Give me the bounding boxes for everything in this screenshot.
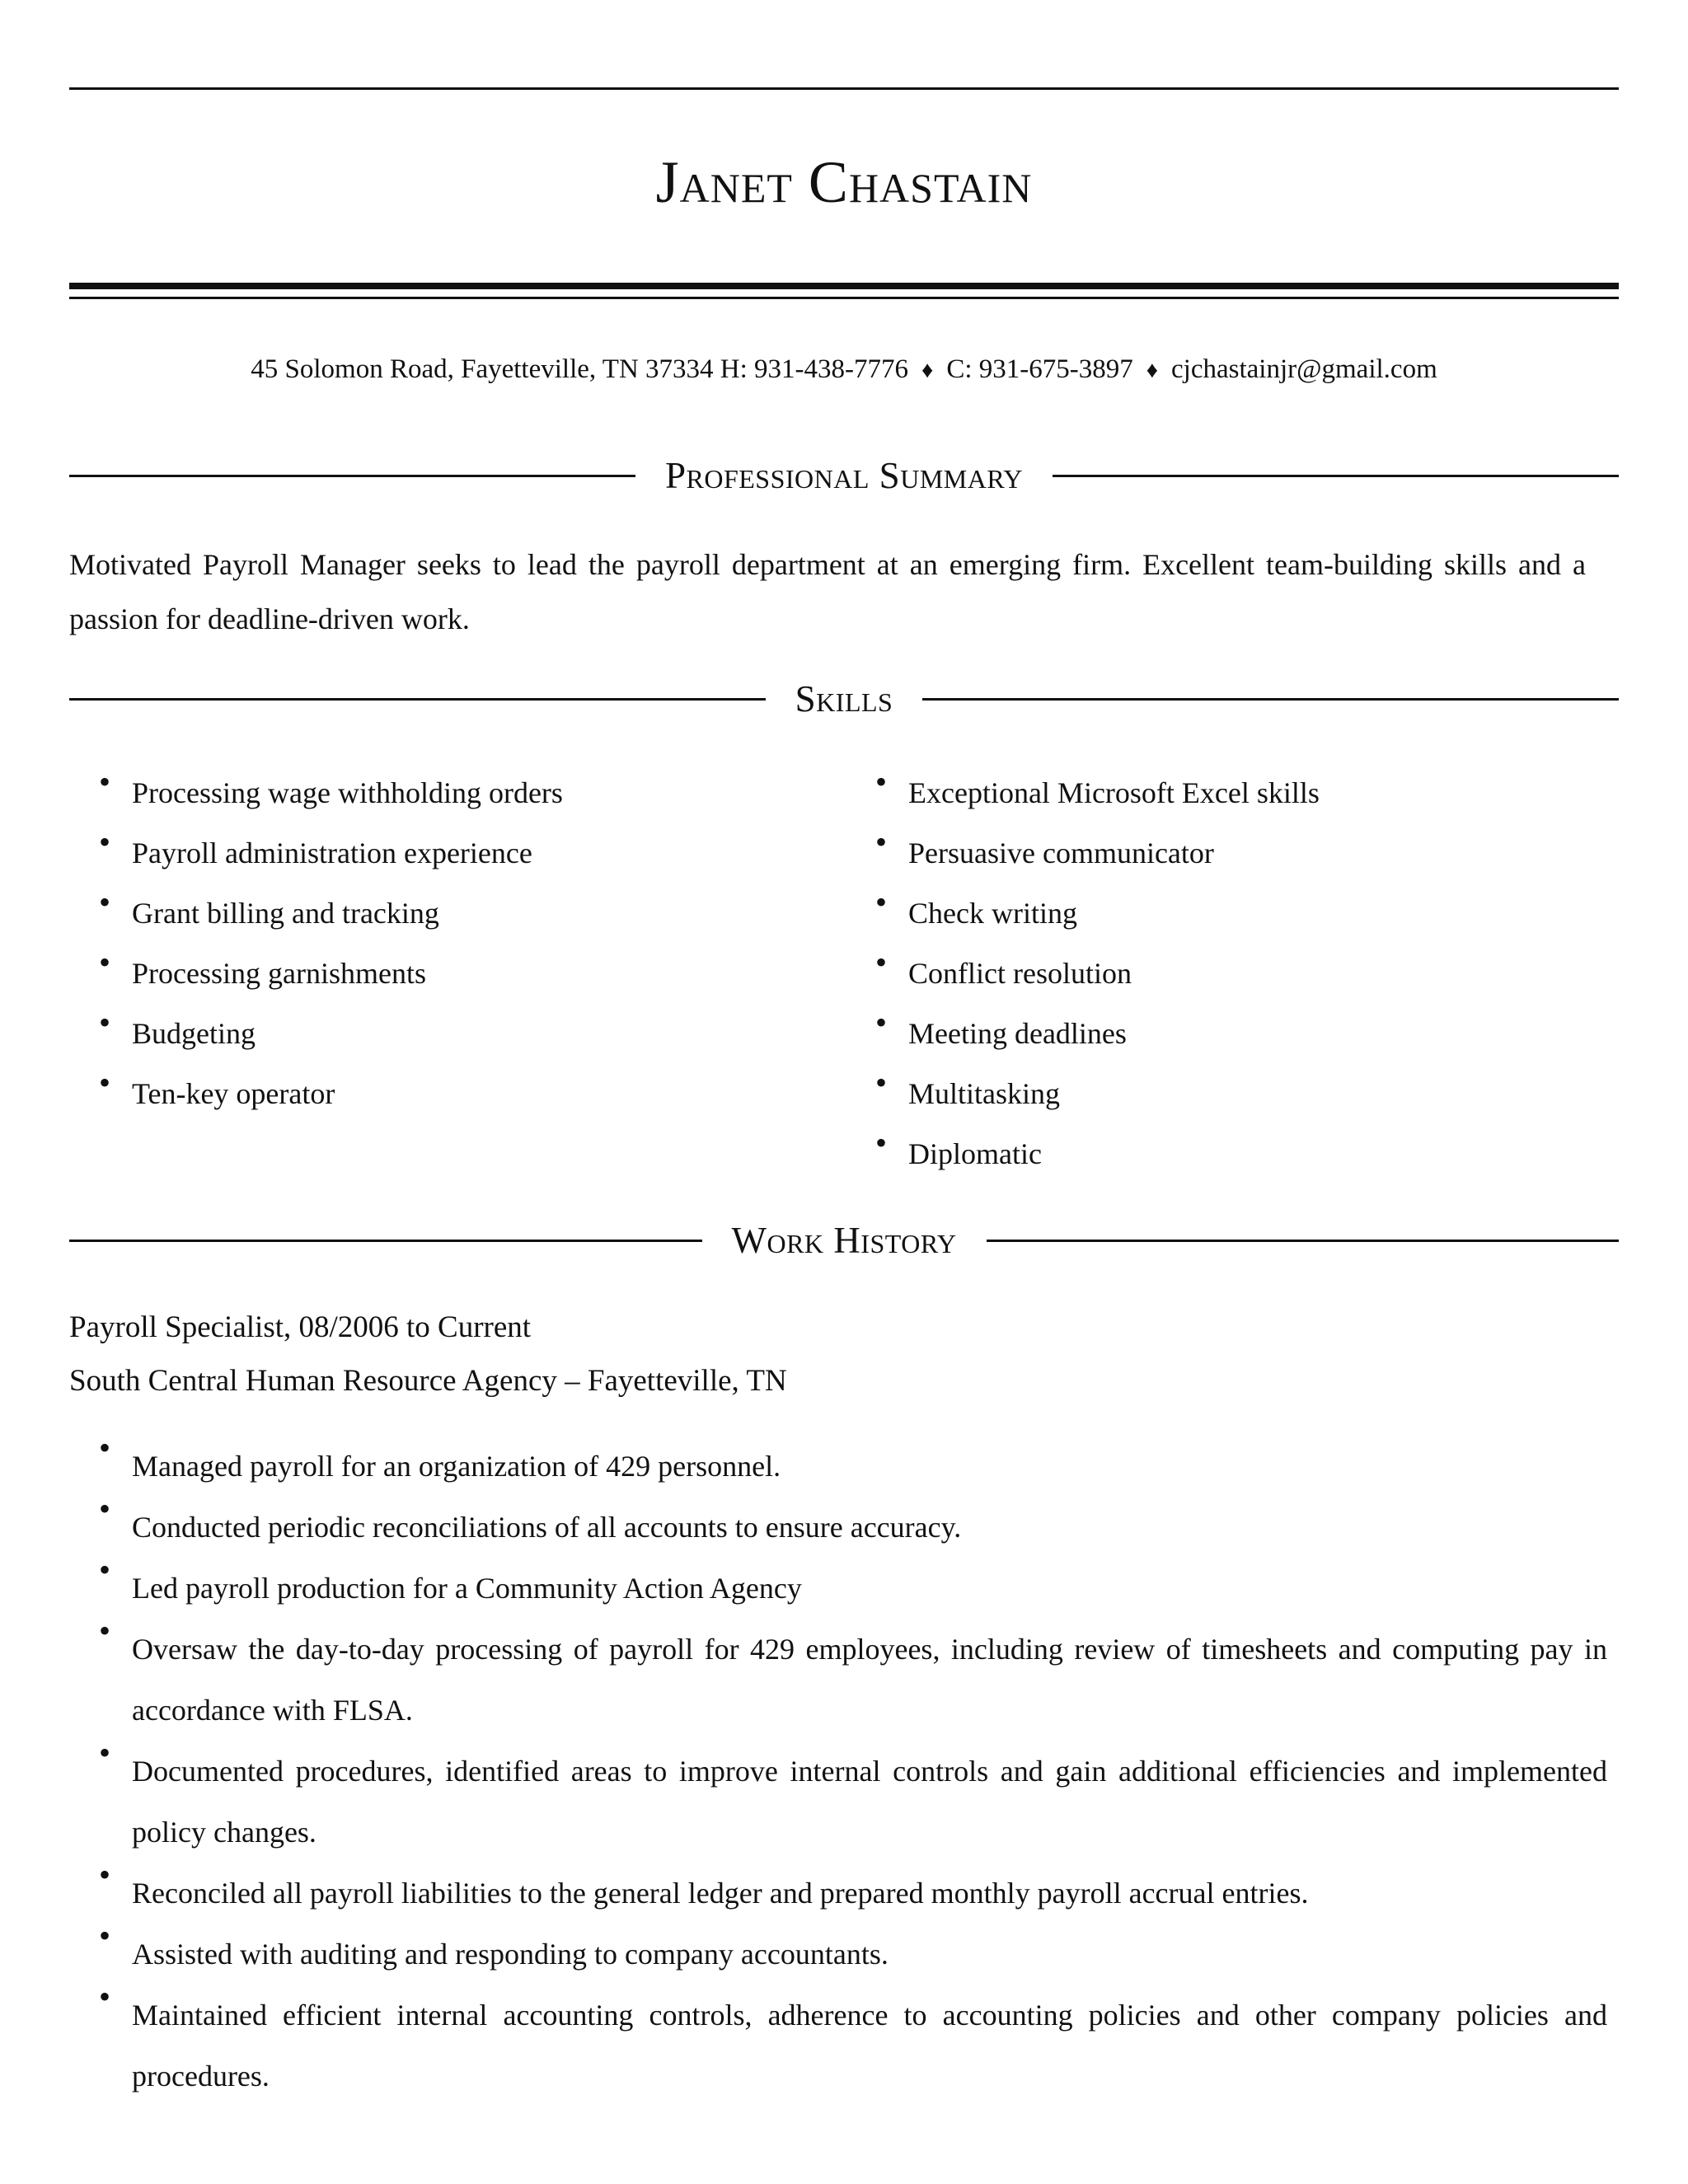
skill-item [99, 883, 563, 951]
skill-item [99, 823, 563, 891]
address: 45 Solomon Road, Fayetteville, TN 37334 [251, 354, 714, 384]
duty-text: Managed payroll for an organization of 429 personnel. [132, 1450, 781, 1483]
skill-label: Persuasive communicator [908, 837, 1214, 869]
duty-item [99, 1856, 1607, 1924]
bullet-icon: • [99, 1734, 111, 1771]
bullet-icon: • [99, 823, 111, 860]
bullet-icon: • [99, 1429, 111, 1466]
contact-line [0, 354, 1688, 387]
bullet-icon: • [99, 1856, 111, 1893]
skill-item [875, 763, 1320, 831]
job-company: South Central Human Resource Agency – Fayetteville, TN [69, 1364, 787, 1398]
heading-rule-right [1053, 475, 1619, 477]
skill-label: Grant billing and tracking [132, 897, 439, 930]
heading-rule-left [69, 475, 635, 477]
section-title: Work History [731, 1220, 957, 1261]
bullet-icon: • [99, 763, 111, 800]
skill-item [99, 1004, 563, 1071]
skill-label: Diplomatic [908, 1137, 1042, 1170]
duty-text: Conducted periodic reconciliations of all accounts to ensure accuracy. [132, 1511, 962, 1544]
duties-list [99, 1429, 1607, 2107]
skill-item [875, 1004, 1320, 1071]
skill-item [875, 823, 1320, 891]
skill-item [99, 944, 563, 1011]
skill-item [99, 763, 563, 831]
professional-summary-heading [69, 457, 1619, 494]
duty-text: Maintained efficient internal accounting controls, adherence to accounting policies and other company policies and procedures. [132, 1999, 1607, 2093]
bullet-icon: • [875, 944, 888, 981]
skill-item [875, 1124, 1320, 1192]
name-rule-thin [69, 297, 1619, 299]
skill-label: Conflict resolution [908, 957, 1132, 990]
bullet-icon: • [99, 1551, 111, 1588]
skills-column-right [875, 763, 1320, 1192]
bullet-icon: • [99, 1978, 111, 2015]
skill-item [875, 883, 1320, 951]
work-history-heading [69, 1222, 1619, 1259]
home-phone: H: 931-438-7776 [720, 354, 909, 384]
bullet-icon: • [99, 1004, 111, 1041]
bullet-icon: • [99, 1064, 111, 1101]
skill-label: Processing garnishments [132, 957, 426, 990]
skills-heading [69, 678, 1619, 719]
duty-item [99, 1490, 1607, 1558]
bullet-icon: • [99, 944, 111, 981]
section-title: Skills [795, 678, 893, 719]
bullet-icon: • [99, 883, 111, 921]
heading-rule-right [987, 1240, 1620, 1242]
bullet-icon: • [875, 763, 888, 800]
bullet-icon: • [875, 1064, 888, 1101]
skill-label: Exceptional Microsoft Excel skills [908, 776, 1320, 809]
top-rule [69, 87, 1619, 90]
bullet-icon: • [875, 823, 888, 860]
skill-label: Processing wage withholding orders [132, 776, 563, 809]
skill-label: Multitasking [908, 1077, 1061, 1110]
bullet-icon: • [99, 1490, 111, 1527]
duty-text: Reconciled all payroll liabilities to the general ledger and prepared monthly payroll accrual entries. [132, 1877, 1309, 1910]
section-title: Professional Summary [664, 455, 1024, 496]
skill-item [875, 1064, 1320, 1132]
email: cjchastainjr@gmail.com [1171, 354, 1437, 384]
skills-column-left [99, 763, 563, 1132]
heading-rule-left [69, 1240, 702, 1242]
name-rule-thick [69, 283, 1619, 289]
bullet-icon: • [875, 1124, 888, 1161]
job-title: Payroll Specialist, 08/2006 to Current [69, 1310, 532, 1344]
summary-text: Motivated Payroll Manager seeks to lead the payroll department at an emerging firm. Excellent team-building skills and a passion for deadline-driven work. [69, 548, 1586, 635]
candidate-name: Janet Chastain [655, 149, 1033, 215]
skill-label: Budgeting [132, 1017, 256, 1050]
duty-text: Led payroll production for a Community Action Agency [132, 1572, 802, 1605]
bullet-icon: • [875, 883, 888, 921]
diamond-separator-icon: ♦ [1146, 358, 1159, 383]
duty-item [99, 1551, 1607, 1619]
duty-item [99, 1917, 1607, 1985]
duty-item [99, 1429, 1607, 1497]
duty-item [99, 1978, 1607, 2107]
skill-label: Payroll administration experience [132, 837, 532, 869]
skill-label: Check writing [908, 897, 1077, 930]
bullet-icon: • [875, 1004, 888, 1041]
duty-item [99, 1734, 1607, 1863]
skill-item [99, 1064, 563, 1132]
duty-text: Assisted with auditing and responding to company accountants. [132, 1938, 889, 1971]
skill-item [875, 944, 1320, 1011]
heading-rule-right [922, 698, 1619, 701]
skills-list [0, 763, 1688, 1183]
cell-phone: C: 931-675-3897 [946, 354, 1133, 384]
skill-label: Meeting deadlines [908, 1017, 1127, 1050]
duty-item [99, 1612, 1607, 1741]
bullet-icon: • [99, 1917, 111, 1954]
diamond-separator-icon: ♦ [921, 358, 934, 383]
heading-rule-left [69, 698, 766, 701]
skill-label: Ten-key operator [132, 1077, 335, 1110]
duty-text: Documented procedures, identified areas to improve internal controls and gain additional efficiencies and implemented policy changes. [132, 1755, 1607, 1849]
duty-text: Oversaw the day-to-day processing of payroll for 429 employees, including review of timesheets and computing pay in accordance with FLSA. [132, 1633, 1607, 1727]
bullet-icon: • [99, 1612, 111, 1649]
